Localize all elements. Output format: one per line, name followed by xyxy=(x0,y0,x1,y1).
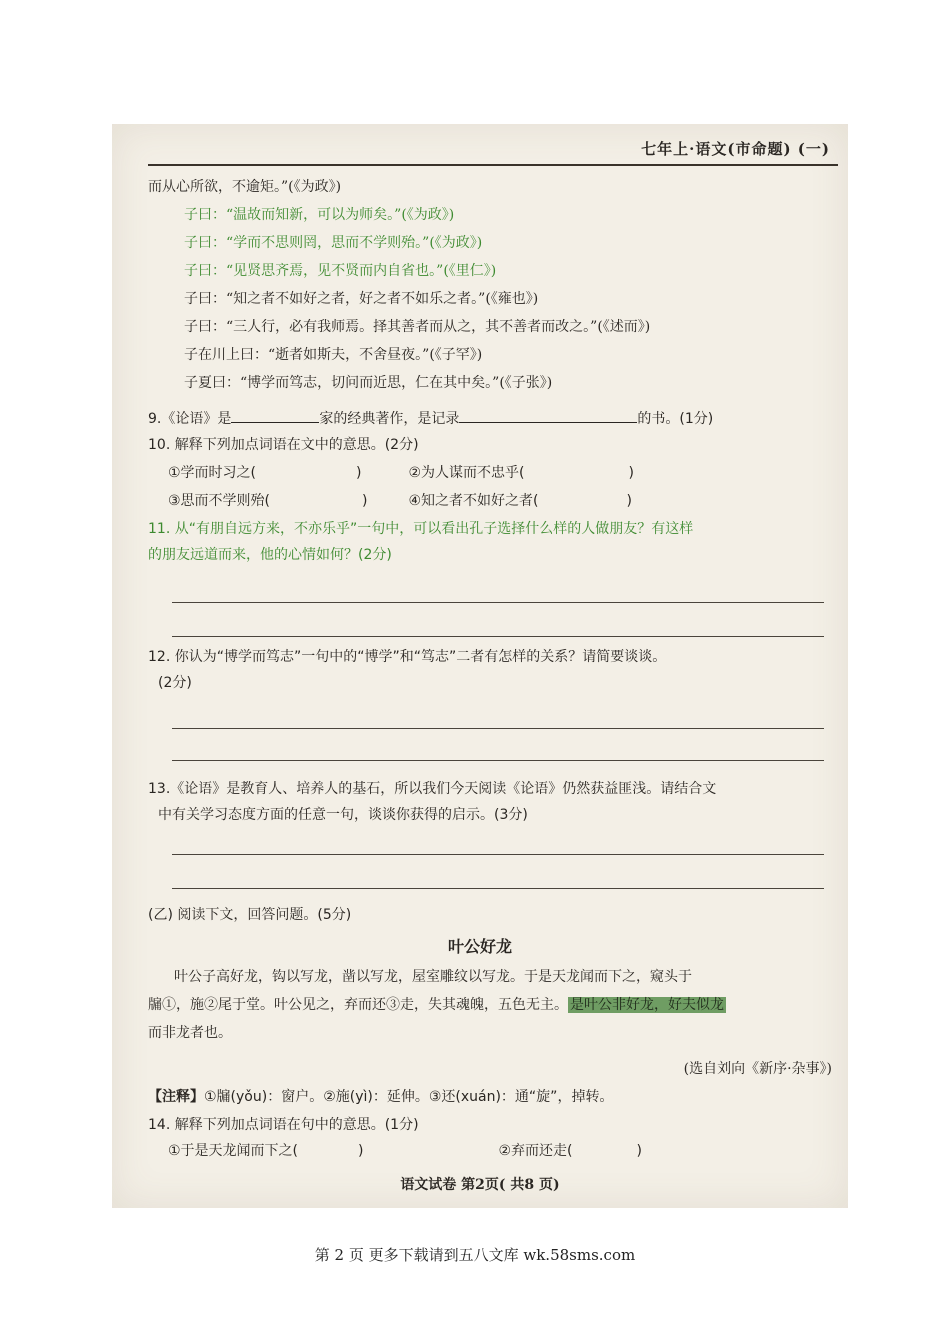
q9-text-1: 9.《论语》是 xyxy=(148,411,232,427)
story-line-2 xyxy=(148,994,832,1016)
question-9 xyxy=(148,408,832,430)
story-line-1a: 叶公子高好龙，钩以写龙，凿以写龙，屋室雕纹以写龙。 xyxy=(174,969,524,985)
passage-line: 子曰：“知之者不如好之者，好之者不如乐之者。”(《雍也》) xyxy=(184,291,539,307)
q10-row-2 xyxy=(168,490,832,512)
q14-item-1: ①于是天龙闻而下之( xyxy=(168,1143,299,1159)
question-12-line-2: (2分) xyxy=(158,675,192,691)
q9-text-2: 家的经典著作，是记录 xyxy=(319,411,460,427)
paren-close: ) xyxy=(626,493,632,509)
q13-answer-line-1[interactable] xyxy=(172,854,824,855)
part-b-heading: (乙) 阅读下文，回答问题。(5分) xyxy=(148,907,352,923)
paren-close: ) xyxy=(362,493,368,509)
story-highlight: 是叶公非好龙，好夫似龙 xyxy=(570,997,724,1013)
notes-label: 【注释】 xyxy=(148,1089,204,1105)
q9-text-3: 的书。(1分) xyxy=(637,411,714,427)
header-rule xyxy=(148,164,838,166)
q10-item-1: ①学而时习之( xyxy=(168,465,257,481)
story-line-1 xyxy=(174,966,832,988)
story-source: (选自刘向《新序·杂事》) xyxy=(683,1061,832,1077)
story-line-3: 而非龙者也。 xyxy=(148,1025,232,1041)
passage-line: 子曰：“三人行，必有我师焉。择其善者而从之，其不善者而改之。”(《述而》) xyxy=(184,319,651,335)
question-11-line-2: 的朋友远道而来，他的心情如何？(2分) xyxy=(148,547,392,563)
passage-line: 而从心所欲，不逾矩。”(《为政》) xyxy=(148,179,342,195)
question-10-stem: 10. 解释下列加点词语在文中的意思。(2分) xyxy=(148,437,419,453)
q12-answer-line-1[interactable] xyxy=(172,728,824,729)
q11-answer-line-2[interactable] xyxy=(172,636,824,637)
notes-text: ①牖(yǒu)：窗户。②施(yì)：延伸。③还(xuán)：通“旋”，掉转。 xyxy=(204,1089,614,1105)
q11-answer-line-1[interactable] xyxy=(172,602,824,603)
paren-close: ) xyxy=(636,1143,642,1159)
page-header: 七年上·语文(市命题) (一) xyxy=(641,140,830,158)
q10-item-2: ②为人谋而不忠乎( xyxy=(408,465,525,481)
passage-line: 子曰：“温故而知新，可以为师矣。”(《为政》) xyxy=(184,207,455,223)
q10-item-3: ③思而不学则殆( xyxy=(168,493,271,509)
notes xyxy=(148,1086,832,1108)
story-title: 叶公好龙 xyxy=(447,937,512,956)
paren-close: ) xyxy=(356,465,362,481)
question-13-line-1: 13.《论语》是教育人、培养人的基石，所以我们今天阅读《论语》仍然获益匪浅。请结合文 xyxy=(148,781,717,797)
download-caption: 第 2 页 更多下载请到五八文库 wk.58sms.com xyxy=(314,1246,636,1264)
passage-line: 子在川上曰：“逝者如斯夫，不舍昼夜。”(《子罕》) xyxy=(184,347,483,363)
paren-close: ) xyxy=(358,1143,364,1159)
story-line-1b: 于是天龙闻而下之，窥头于 xyxy=(524,969,692,985)
q12-answer-line-2[interactable] xyxy=(172,760,824,761)
q9-blank-1[interactable] xyxy=(231,408,319,423)
exam-page xyxy=(112,124,848,1208)
q14-items xyxy=(168,1140,832,1162)
q10-row-1 xyxy=(168,462,832,484)
story-line-2a: 牖①，施②尾于堂。叶公见之，弃而还③走，失其魂魄，五色无主。 xyxy=(148,997,568,1013)
passage-line: 子夏曰：“博学而笃志，切问而近思，仁在其中矣。”(《子张》) xyxy=(184,375,553,391)
q10-item-4: ④知之者不如好之者( xyxy=(408,493,539,509)
question-13-line-2: 中有关学习态度方面的任意一句，谈谈你获得的启示。(3分) xyxy=(158,807,528,823)
passage-line: 子曰：“学而不思则罔，思而不学则殆。”(《为政》) xyxy=(184,235,483,251)
question-14-stem: 14. 解释下列加点词语在句中的意思。(1分) xyxy=(148,1117,419,1133)
q9-blank-2[interactable] xyxy=(459,408,637,423)
question-12-line-1: 12. 你认为“博学而笃志”一句中的“博学”和“笃志”二者有怎样的关系？请简要谈谈。 xyxy=(148,649,667,665)
passage-line: 子曰：“见贤思齐焉，见不贤而内自省也。”(《里仁》) xyxy=(184,263,497,279)
question-11-line-1: 11. 从“有朋自远方来，不亦乐乎”一句中，可以看出孔子选择什么样的人做朋友？有这样 xyxy=(148,521,694,537)
q14-item-2: ②弃而还走( xyxy=(498,1143,573,1159)
page-footer: 语文试卷 第2页( 共8 页) xyxy=(400,1177,560,1193)
paren-close: ) xyxy=(628,465,634,481)
q13-answer-line-2[interactable] xyxy=(172,888,824,889)
